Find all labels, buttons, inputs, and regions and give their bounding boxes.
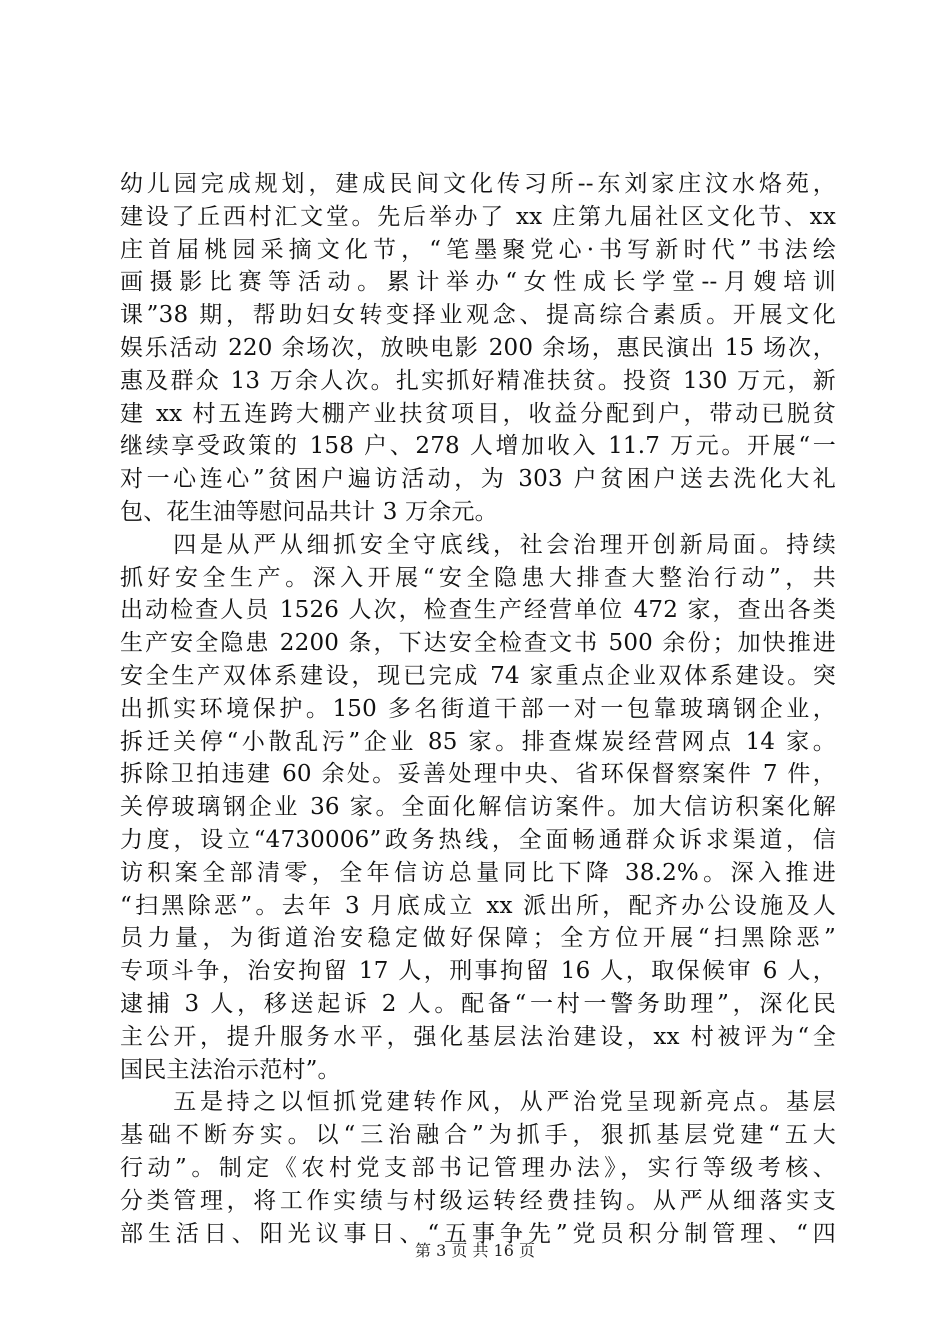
text-line: 建 xx 村五连跨大棚产业扶贫项目，收益分配到户，带动已脱贫: [120, 400, 836, 427]
text-line: 行动”。制定《农村党支部书记管理办法》，实行等级考核、: [120, 1154, 836, 1181]
text-line: 出抓实环境保护。150 多名街道干部一对一包靠玻璃钢企业，: [120, 695, 836, 722]
text-line: 出动检查人员 1526 人次，检查生产经营单位 472 家，查出各类: [120, 597, 836, 624]
text-line: 分类管理，将工作实绩与村级运转经费挂钩。从严从细落实支: [120, 1187, 836, 1214]
text-line: 访积案全部清零，全年信访总量同比下降 38.2%。深入推进: [120, 859, 836, 886]
text-line: 国民主法治示范村”。: [120, 1056, 341, 1083]
text-line: 幼儿园完成规划，建成民间文化传习所--东刘家庄汶水烙苑，: [120, 171, 836, 197]
text-line: 拆迁关停“小散乱污”企业 85 家。排查煤炭经营网点 14 家。: [120, 728, 836, 755]
document-body: [120, 168, 836, 1250]
page-number-footer: 第 3 页 共 16 页: [415, 1241, 535, 1260]
text-line: 力度，设立“4730006”政务热线，全面畅通群众诉求渠道，信: [120, 826, 836, 853]
text-line: 继续享受政策的 158 户、278 人增加收入 11.7 万元。开展“一: [120, 433, 836, 460]
text-line: 惠及群众 13 万余人次。扎实抓好精准扶贫。投资 130 万元，新: [120, 367, 836, 394]
text-line: 部生活日、阳光议事日、“五事争先”党员积分制管理、“四: [120, 1220, 836, 1247]
text-line: “扫黑除恶”。去年 3 月底成立 xx 派出所，配齐办公设施及人: [120, 892, 836, 919]
text-line: 包、花生油等慰问品共计 3 万余元。: [120, 498, 498, 525]
text-line: 主公开，提升服务水平，强化基层法治建设，xx 村被评为“全: [120, 1023, 836, 1050]
text-line: 逮捕 3 人，移送起诉 2 人。配备“一村一警务助理”，深化民: [120, 990, 836, 1017]
text-line: 娱乐活动 220 余场次，放映电影 200 余场，惠民演出 15 场次，: [120, 334, 836, 361]
text-line: 抓好安全生产。深入开展“安全隐患大排查大整治行动”，共: [120, 564, 836, 591]
text-line: 拆除卫拍违建 60 余处。妥善处理中央、省环保督察案件 7 件，: [120, 761, 836, 788]
text-line: 关停玻璃钢企业 36 家。全面化解信访案件。加大信访积案化解: [120, 794, 836, 821]
text-line: 安全生产双体系建设，现已完成 74 家重点企业双体系建设。突: [120, 662, 836, 689]
text-line: 五是持之以恒抓党建转作风，从严治党呈现新亮点。基层: [120, 1089, 836, 1116]
text-line: 对一心连心”贫困户遍访活动，为 303 户贫困户送去洗化大礼: [120, 466, 836, 493]
text-line: 员力量，为街道治安稳定做好保障；全方位开展“扫黑除恶”: [120, 925, 836, 952]
text-line: 生产安全隐患 2200 条，下达安全检查文书 500 余份；加快推进: [120, 630, 836, 657]
text-line: 课”38 期，帮助妇女转变择业观念、提高综合素质。开展文化: [120, 302, 836, 329]
text-line: 四是从严从细抓安全守底线，社会治理开创新局面。持续: [120, 531, 836, 558]
text-line: 专项斗争，治安拘留 17 人，刑事拘留 16 人，取保候审 6 人，: [120, 958, 836, 985]
text-line: 建设了丘西村汇文堂。先后举办了 xx 庄第九届社区文化节、xx: [120, 203, 836, 230]
text-line: 画摄影比赛等活动。累计举办“女性成长学堂--月嫂培训: [120, 269, 836, 296]
text-line: 基础不断夯实。以“三治融合”为抓手，狠抓基层党建“五大: [120, 1122, 836, 1149]
text-line: 庄首届桃园采摘文化节，“笔墨聚党心·书写新时代”书法绘: [120, 236, 836, 263]
